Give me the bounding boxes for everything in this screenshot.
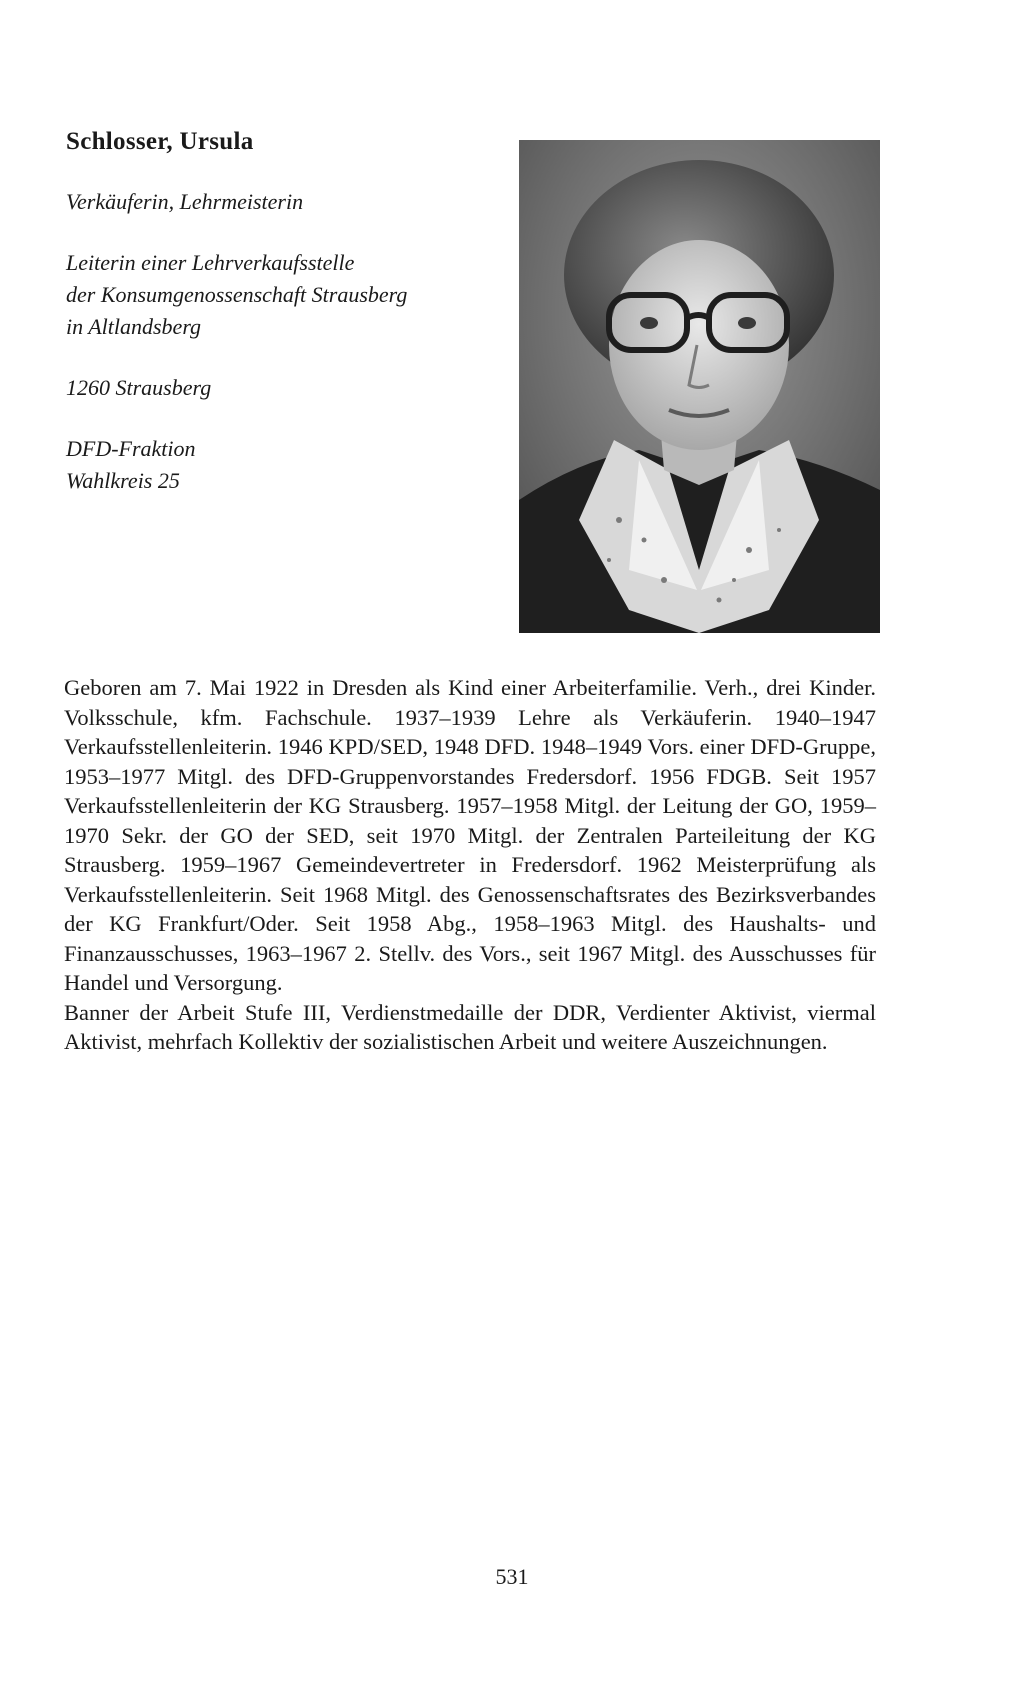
residence [66, 372, 506, 404]
profession [66, 186, 506, 218]
position-line: der Konsumgenossenschaft Strausberg [66, 282, 408, 307]
biography [64, 673, 876, 1057]
position-line: Leiterin einer Lehrverkaufsstelle [66, 250, 355, 275]
residence-line: 1260 Strausberg [66, 375, 212, 400]
constituency-line: Wahlkreis 25 [66, 468, 180, 493]
awards-paragraph: Banner der Arbeit Stufe III, Verdienstmedaille der DDR, Verdienter Aktivist, viermal Aktivist, mehrfach Kollektiv der sozialistischen Arbeit und weitere Auszeichnungen. [64, 999, 876, 1054]
portrait-photo [519, 140, 880, 633]
person-name: Schlosser, Ursula [66, 128, 254, 155]
page-number: 531 [495, 1564, 529, 1589]
biography-paragraph: Geboren am 7. Mai 1922 in Dresden als Kind einer Arbeiterfamilie. Verh., drei Kinder. Volksschule, kfm. Fachschule. 1937–1939 Lehre als Verkäuferin. 1940–1947 Verkaufsstellenleiterin. 1946 KPD/SED, 1948 DFD. 1948–1949 Vors. einer DFD-Gruppe, 1953–1977 Mitgl. des DFD-Gruppenvorstandes Fredersdorf. 1956 FDGB. Seit 1957 Verkaufsstellenleiterin der KG Strausberg. 1957–1958 Mitgl. der Leitung der GO, 1959–1970 Sekr. der GO der SED, seit 1970 Mitgl. der Zentralen Parteileitung der KG Strausberg. 1959–1967 Gemeindevertreter in Fredersdorf. 1962 Meisterprüfung als Verkaufsstellenleiterin. Seit 1968 Mitgl. des Genossenschaftsrates des Bezirksverbandes der KG Frankfurt/Oder. Seit 1958 Abg., 1958–1963 Mitgl. des Haushalts- und Finanzausschusses, 1963–1967 2. Stellv. des Vors., seit 1967 Mitgl. des Ausschusses für Handel und Versorgung. [64, 675, 876, 995]
position-line: in Altlandsberg [66, 314, 202, 339]
person-info-block [66, 186, 506, 526]
faction-line: DFD-Fraktion [66, 436, 196, 461]
position [66, 247, 506, 343]
profession-line: Verkäuferin, Lehrmeisterin [66, 189, 304, 214]
faction [66, 433, 506, 497]
